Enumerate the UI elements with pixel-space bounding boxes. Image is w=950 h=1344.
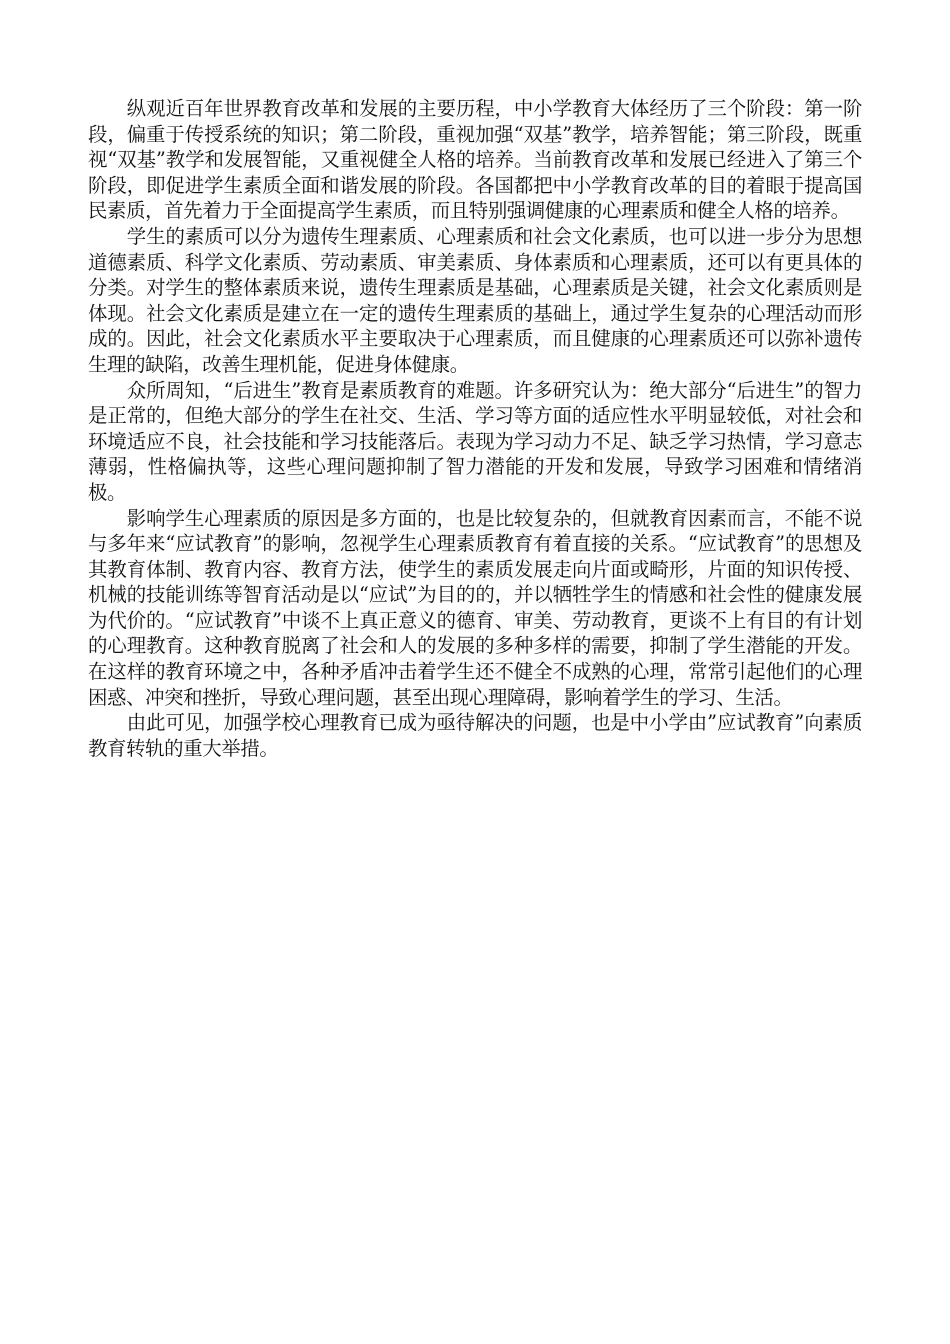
paragraph-2: 学生的素质可以分为遗传生理素质、心理素质和社会文化素质，也可以进一步分为思想道德素质、科学文化素质、劳动素质、审美素质、身体素质和心理素质，还可以有更具体的分类。对学生的整体素质来说，遗传生理素质是基础，心理素质是关键，社会文化素质则是体现。社会文化素质是建立在一定的遗传生理素质的基础上，通过学生复杂的心理活动而形成的。因此，社会文化素质水平主要取决于心理素质，而且健康的心理素质还可以弥补遗传生理的缺陷，改善生理机能，促进身体健康。	[88, 224, 862, 376]
document-body	[88, 96, 862, 761]
paragraph-3: 众所周知，“后进生”教育是素质教育的难题。许多研究认为：绝大部分“后进生”的智力是正常的，但绝大部分的学生在社交、生活、学习等方面的适应性水平明显较低，对社会和环境适应不良，社会技能和学习技能落后。表现为学习动力不足、缺乏学习热情，学习意志薄弱，性格偏执等，这些心理问题抑制了智力潜能的开发和发展，导致学习困难和情绪消极。	[88, 378, 862, 504]
paragraph-5: 由此可见，加强学校心理教育已成为亟待解决的问题，也是中小学由”应试教育”向素质教育转轨的重大举措。	[88, 711, 862, 760]
paragraph-1: 纵观近百年世界教育改革和发展的主要历程，中小学教育大体经历了三个阶段：第一阶段，偏重于传授系统的知识；第二阶段，重视加强“双基”教学，培养智能；第三阶段，既重视“双基”教学和发展智能，又重视健全人格的培养。当前教育改革和发展已经进入了第三个阶段，即促进学生素质全面和谐发展的阶段。各国都把中小学教育改革的目的着眼于提高国民素质，首先着力于全面提高学生素质，而且特别强调健康的心理素质和健全人格的培养。	[88, 97, 862, 223]
paragraph-4: 影响学生心理素质的原因是多方面的，也是比较复杂的，但就教育因素而言，不能不说与多年来“应试教育”的影响，忽视学生心理素质教育有着直接的关系。“应试教育”的思想及其教育体制、教育内容、教育方法，使学生的素质发展走向片面或畸形，片面的知识传授、机械的技能训练等智育活动是以“应试”为目的的，并以牺牲学生的情感和社会性的健康发展为代价的。“应试教育”中谈不上真正意义的德育、审美、劳动教育，更谈不上有目的有计划的心理教育。这种教育脱离了社会和人的发展的多种多样的需要，抑制了学生潜能的开发。在这样的教育环境之中，各种矛盾冲击着学生还不健全不成熟的心理，常常引起他们的心理困惑、冲突和挫折，导致心理问题，甚至出现心理障碍，影响着学生的学习、生活。	[88, 506, 862, 709]
